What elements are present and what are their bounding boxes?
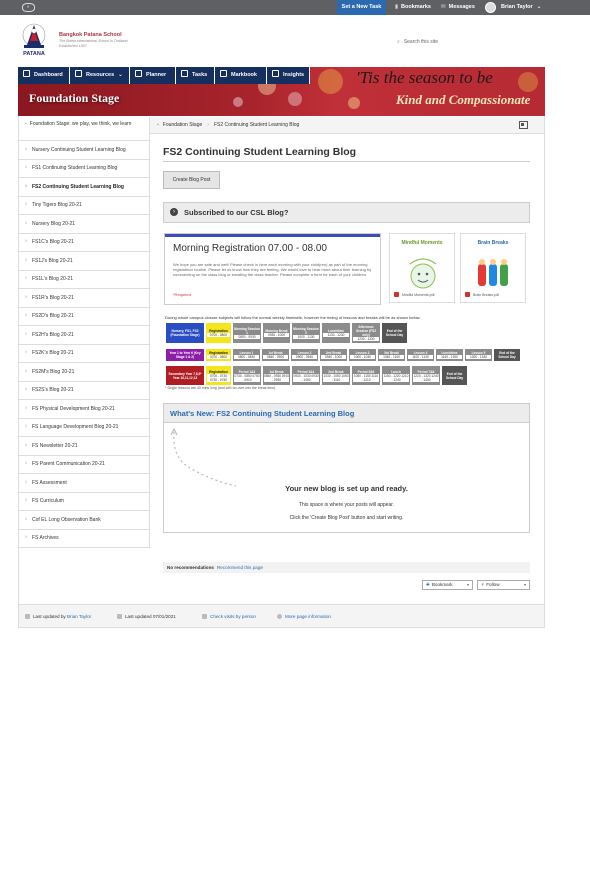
chevron-circle-icon[interactable]: › xyxy=(170,208,178,216)
timetable-cell xyxy=(406,348,435,362)
bookmark-icon: ▮ xyxy=(395,4,399,10)
section-title: Foundation Stage xyxy=(29,91,120,105)
sidebar-item[interactable] xyxy=(18,197,150,216)
sidebar-root[interactable] xyxy=(18,117,150,141)
timetable-cell-label: Registration xyxy=(209,351,228,355)
timetable-cell xyxy=(232,322,262,344)
sidebar-item[interactable] xyxy=(18,271,150,290)
timetable-cell-label: Period 5&6 xyxy=(357,369,375,374)
messages-link[interactable] xyxy=(441,0,475,15)
timetable-cell-time: 1100 - 1140 xyxy=(408,355,433,359)
create-blog-post-button[interactable]: Create Blog Post xyxy=(163,171,220,189)
timetable-cell-label: Lesson 3 xyxy=(355,351,370,355)
timetable-cell xyxy=(232,365,262,386)
insights-icon xyxy=(272,70,279,77)
timetable-cell-time: 0700 - 0800 xyxy=(207,355,230,359)
sidebar-item[interactable] xyxy=(18,308,150,327)
check-visits-link[interactable]: Check visits by person xyxy=(202,605,256,629)
nav-markbook[interactable] xyxy=(215,67,267,84)
sidebar-item[interactable] xyxy=(18,326,150,345)
timetable-cell-label: Secondary Year 7,8,9* Year 10,11,12,13 xyxy=(168,371,202,380)
timetable-cell-label: 3rd Break xyxy=(384,351,399,355)
sidebar-item[interactable] xyxy=(18,493,150,512)
nav-label: Resources xyxy=(86,72,115,78)
sidebar-item-label: › FS Physical Development Blog 20-21 xyxy=(32,405,115,412)
timetable-cell-label: Period 7&8 xyxy=(417,369,435,374)
nav-dashboard[interactable] xyxy=(18,67,70,84)
morning-required: *Required xyxy=(173,292,191,297)
sidebar-item-label: › FS1J's Blog 20-21 xyxy=(32,257,73,264)
sidebar-item[interactable] xyxy=(18,178,150,197)
brain-breaks-card[interactable] xyxy=(460,233,526,303)
nav-label: Markbook xyxy=(231,72,257,78)
last-updated-by: Last updated by Brian Taylor xyxy=(25,605,91,629)
breadcrumb-item[interactable]: Foundation Stage xyxy=(162,122,203,128)
school-name: Bangkok Patana School xyxy=(59,32,122,38)
page-footer xyxy=(18,604,545,628)
whats-new-line-2: Click the 'Create Blog Post' button and start writing. xyxy=(289,515,404,521)
school-logo-text: PATANA xyxy=(23,51,45,57)
timetable-cell xyxy=(165,365,205,386)
sidebar-item-label: › FS Parent Communication 20-21 xyxy=(32,461,105,468)
sidebar-item-label: › FS2M's Blog 20-21 xyxy=(32,368,75,375)
nav-label: Planner xyxy=(146,72,167,78)
whats-new-heading[interactable]: What's New: FS2 Continuing Student Learning Blog xyxy=(164,404,529,423)
sidebar-item[interactable] xyxy=(18,289,150,308)
expand-icon[interactable] xyxy=(519,121,528,129)
timetable-cell-label: Lesson 1 xyxy=(239,351,254,355)
page-title: FS2 Continuing Student Learning Blog xyxy=(163,146,357,158)
timetable-cell xyxy=(262,365,291,386)
chevron-right-icon: › xyxy=(207,122,209,128)
timetable-cell-time: 0800 - 0930 xyxy=(234,335,260,339)
sidebar-item-label: › FS2S's Blog 20-21 xyxy=(32,387,74,394)
nav-planner[interactable] xyxy=(130,67,176,84)
timetable-cell-time: 1300 - 1340 xyxy=(466,355,491,359)
pdf-icon xyxy=(465,292,470,297)
timetable-cell-time: 1030 - 1050 1050 - 1110 xyxy=(323,373,349,382)
timetable-cell-label: Morning Session 1 xyxy=(234,327,260,335)
sidebar-item[interactable] xyxy=(18,141,150,160)
nav-label: Dashboard xyxy=(34,72,63,78)
timetable-cell-time: 1050 - 1150 1110 - 1210 xyxy=(353,373,379,382)
timetable-cell xyxy=(205,348,232,362)
timetable-cell-label: Afternoon Session (FS2 only) xyxy=(355,325,377,337)
chevron-down-icon: ▾ xyxy=(523,582,526,587)
timetable-cell-time: 0940 - 1000 xyxy=(321,355,346,359)
banner-tagline-1: 'Tis the season to be xyxy=(356,68,493,87)
search-input[interactable] xyxy=(397,37,517,47)
sidebar-item[interactable] xyxy=(18,530,150,549)
brain-breaks-illustration-icon xyxy=(475,256,513,294)
sidebar xyxy=(18,117,150,548)
timetable-cell-time: 1150 - 1220 1210 - 1240 xyxy=(383,373,409,382)
timetable-cell xyxy=(464,348,493,362)
sidebar-item-label: › FS2 Continuing Student Learning Blog xyxy=(32,183,124,190)
sidebar-item-label: › FS1L's Blog 20-21 xyxy=(32,276,73,283)
sidebar-item-label: › FS1C's Blog 20-21 xyxy=(32,239,74,246)
timetable-cell-time: 1230 - 1330 xyxy=(353,337,379,341)
timetable-cell-label: Lunchtime xyxy=(441,351,458,355)
timetable-cell xyxy=(377,348,406,362)
avatar[interactable] xyxy=(485,2,496,13)
user-menu[interactable] xyxy=(501,0,541,15)
subscribe-heading[interactable]: Subscribed to our CSL Blog? xyxy=(163,202,530,223)
envelope-icon: ✉ xyxy=(441,4,446,10)
timetable-cell-time: 1140 - 1300 xyxy=(437,355,462,359)
sidebar-item[interactable] xyxy=(18,234,150,253)
nav-tasks[interactable] xyxy=(176,67,215,84)
sidebar-item-label: › FS1R's Blog 20-21 xyxy=(32,294,74,301)
timetable-cell xyxy=(205,365,232,386)
timetable-cell xyxy=(441,365,468,386)
morning-text: We hope you are safe and well! Please check in here each morning with your child(ren) as part of the morning registration routine. Please let us know how they are feeling. We would love to hear more about their learning by commenting on the class blog or emailing the class teacher. Please complete a form for each of your children. xyxy=(173,262,372,277)
sidebar-item[interactable] xyxy=(18,345,150,364)
timetable-cell xyxy=(261,348,290,362)
platform-logo-icon[interactable]: ◐ xyxy=(22,3,35,12)
chevron-down-icon: ⌄ xyxy=(536,4,542,10)
timetable-cell-label: 2nd Break xyxy=(325,351,342,355)
sidebar-item[interactable] xyxy=(18,363,150,382)
sidebar-item-label: › FS Archives xyxy=(32,535,59,542)
timetable-cell-label: Lesson 2 xyxy=(297,351,312,355)
sidebar-item[interactable] xyxy=(18,215,150,234)
timetable-cell-label: 1st Break xyxy=(268,351,283,355)
timetable-cell-label: Registration xyxy=(209,369,228,374)
timetable-cell-label: Period 1&2 xyxy=(238,369,256,374)
timetable-cell-time: 1000 - 1130 xyxy=(293,335,319,339)
lightning-icon: ⚡ xyxy=(481,582,485,587)
sidebar-item-label: › FS Newsletter 20-21 xyxy=(32,442,78,449)
grid-icon xyxy=(23,70,30,77)
timetable-row xyxy=(165,365,468,386)
card-file[interactable]: Brain Breaks.pdf xyxy=(465,292,529,297)
mindful-moments-card[interactable] xyxy=(389,233,455,303)
nav-label: Insights xyxy=(283,72,305,78)
search-placeholder: Search this site xyxy=(403,39,438,45)
timetable-cell-time: 0930 - 1030 0930 - 1050 xyxy=(293,373,319,382)
messages-label: Messages xyxy=(448,4,475,10)
sidebar-item-label: › Cof EL Long Observation Bank xyxy=(32,516,101,523)
sidebar-item[interactable] xyxy=(18,511,150,530)
calendar-icon xyxy=(117,614,122,619)
timetable-cell-label: Lunch xyxy=(391,369,401,374)
timetable-cell-time: 1220 - 1320 1240 - 1400 xyxy=(413,373,439,382)
sidebar-item[interactable] xyxy=(18,160,150,179)
timetable-cell xyxy=(493,348,521,362)
timetable-cell-time: 0700 - 0800 xyxy=(207,333,230,337)
more-info-link[interactable]: More page information xyxy=(277,605,331,629)
sidebar-item-label: › Tiny Tigers Blog 20-21 xyxy=(32,202,82,209)
timetable-cell-label: End of the School Day xyxy=(498,351,516,359)
sidebar-item-label: › FS Curriculum xyxy=(32,498,64,505)
timetable-cell-time: 0850 - 0930 0910 - 0930 xyxy=(264,373,289,382)
timetable-cell-label: Period 3&4 xyxy=(297,369,315,374)
recommend-link[interactable]: Recommend this page xyxy=(216,565,263,570)
timetable-cell xyxy=(290,348,319,362)
last-updated: Last updated 07/01/2021 xyxy=(117,605,176,629)
school-subtitle: The British International School in Thailand Established 1957 xyxy=(59,39,128,48)
timetable-cell xyxy=(321,322,351,344)
sidebar-item[interactable] xyxy=(18,252,150,271)
follow-dropdown[interactable]: ⚡ Follow ▾ xyxy=(477,580,530,590)
chevron-down-icon: ⌄ xyxy=(118,72,123,78)
timetable-cell-label: Nursery, FS1, FS2 (Foundation Stage) xyxy=(170,329,200,337)
timetable-cell xyxy=(348,348,377,362)
sidebar-item-label: › Nursery Continuing Student Learning Blog xyxy=(32,146,126,153)
sidebar-item-label: › FS Assessment xyxy=(32,479,67,486)
sidebar-item[interactable] xyxy=(18,437,150,456)
timetable-cell xyxy=(205,322,232,344)
bookmark-dropdown[interactable]: ✚ Bookmark ▾ xyxy=(422,580,473,590)
nav-insights[interactable] xyxy=(267,67,310,84)
timetable-cell-time: 0700 - 0730 0730 - 0750 xyxy=(207,374,230,382)
divider xyxy=(165,234,380,237)
sidebar-item-label: › FS2K's Blog 20-21 xyxy=(32,350,74,357)
timetable-cell xyxy=(381,322,408,344)
home-icon[interactable]: ▪ xyxy=(157,122,159,128)
chart-icon xyxy=(202,614,207,619)
timetable-cell xyxy=(435,348,464,362)
book-icon xyxy=(220,70,227,77)
home-icon: ▪ xyxy=(25,121,27,127)
timetable-cell-label: Morning Session 2 xyxy=(293,327,319,335)
timetable-cell-label: End of the School Day xyxy=(445,371,464,380)
sidebar-item[interactable] xyxy=(18,456,150,475)
timetable-cell-label: Lunchtime xyxy=(327,329,345,333)
timetable-cell-time: 1130 - 1230 xyxy=(323,333,349,337)
sidebar-item[interactable] xyxy=(18,419,150,438)
user-name: Brian Taylor xyxy=(501,4,533,10)
bookmarks-label: Bookmarks xyxy=(401,4,431,10)
sidebar-item[interactable] xyxy=(18,474,150,493)
sidebar-item-label: › FS Language Development Blog 20-21 xyxy=(32,424,119,431)
timetable-cell xyxy=(351,365,381,386)
timetable-row xyxy=(165,348,521,362)
timetable-cell-time: 0730 - 0850 0750 - 0910 xyxy=(234,373,260,382)
info-icon xyxy=(277,614,282,619)
dotted-arrow-icon xyxy=(170,428,240,488)
timetable-cell xyxy=(411,365,441,386)
breadcrumb-item: FS2 Continuing Student Learning Blog xyxy=(213,122,300,128)
chevron-down-icon: ▾ xyxy=(466,582,469,587)
user-icon xyxy=(25,614,30,619)
divider xyxy=(163,161,530,162)
timetable-cell xyxy=(232,348,261,362)
timetable-cell-label: Lesson 5 xyxy=(471,351,486,355)
recommendation-bar xyxy=(163,562,530,573)
timetable-cell xyxy=(262,322,291,344)
whats-new-message: Your new blog is set up and ready. xyxy=(285,484,408,493)
timetable-cell-time: 0930 - 1000 xyxy=(264,333,289,337)
timetable-cell xyxy=(165,348,205,362)
timetable-cell-label: 2nd Break xyxy=(328,369,344,374)
sidebar-item[interactable] xyxy=(18,382,150,401)
calendar-icon xyxy=(135,70,142,77)
timetable-cell xyxy=(381,365,411,386)
nav-resources[interactable] xyxy=(70,67,130,84)
pdf-icon xyxy=(394,292,399,297)
timetable-note: During whole campus closure subjects will follow the normal weekly timetable, however the timing of lessons and breaks will be as shown below. xyxy=(165,315,421,320)
timetable-row xyxy=(165,322,408,344)
timetable-cell-label: Morning Break xyxy=(265,329,288,333)
card-title: Brain Breaks xyxy=(477,240,509,246)
check-icon xyxy=(181,70,188,77)
sidebar-item-label: › FS1 Continuing Student Learning Blog xyxy=(32,165,118,172)
timetable-cell xyxy=(319,348,348,362)
gear-icon xyxy=(75,70,82,77)
sidebar-item[interactable] xyxy=(18,400,150,419)
card-file[interactable]: Mindful Moments.pdf xyxy=(394,292,458,297)
mindful-illustration-icon xyxy=(404,256,442,294)
banner-tagline-2: Kind and Compassionate xyxy=(396,92,531,107)
timetable-cell xyxy=(291,322,321,344)
timetable-cell-label: 1st Break xyxy=(269,369,284,374)
nav-label: Tasks xyxy=(192,72,208,78)
search-icon: ⌕ xyxy=(397,39,400,45)
timetable-cell-time: 0840 - 0900 xyxy=(263,355,288,359)
timetable-cell-label: End of the School Day xyxy=(385,329,404,337)
timetable-cell-time: 0900 - 0940 xyxy=(292,355,317,359)
main-nav xyxy=(18,67,310,84)
morning-title: Morning Registration 07.00 - 08.00 xyxy=(173,243,327,254)
timetable-cell-label: Lesson 4 xyxy=(413,351,428,355)
recommendation-label: No recommendations xyxy=(167,565,214,570)
new-task-button[interactable]: Set a New Task xyxy=(337,0,386,15)
sidebar-item-label: › FS2H's Blog 20-21 xyxy=(32,331,74,338)
card-title: Mindful Moments xyxy=(401,240,443,246)
timetable-cell-time: 1000 - 1040 xyxy=(350,355,375,359)
breadcrumb xyxy=(157,117,299,134)
sidebar-item-label: › Nursery Blog 20-21 xyxy=(32,220,76,227)
timetable-cell-time: 1040 - 1100 xyxy=(379,355,404,359)
timetable-footnote: * Single lessons are 40 mins long (and will run over into the break time) xyxy=(165,386,276,390)
morning-registration-image[interactable] xyxy=(164,233,381,305)
timetable-cell-label: Year 1 to Year 6 (Key Stage 1 & 2) xyxy=(169,351,201,359)
timetable-cell xyxy=(291,365,321,386)
timetable-cell-time: 0800 - 0840 xyxy=(234,355,259,359)
sidebar-item-label: › FS2D's Blog 20-21 xyxy=(32,313,74,320)
timetable-cell xyxy=(165,322,205,344)
timetable-cell-label: Registration xyxy=(209,329,228,333)
whats-new-line-1: This space is where your posts will appear. xyxy=(298,502,395,508)
author-link[interactable]: Brian Taylor xyxy=(66,614,92,619)
sidebar-root-label: Foundation Stage: we play, we think, we learn xyxy=(29,121,132,127)
timetable-cell xyxy=(321,365,351,386)
bookmarks-link[interactable] xyxy=(395,0,431,15)
bookmark-icon: ✚ xyxy=(426,582,430,587)
timetable-cell xyxy=(351,322,381,344)
